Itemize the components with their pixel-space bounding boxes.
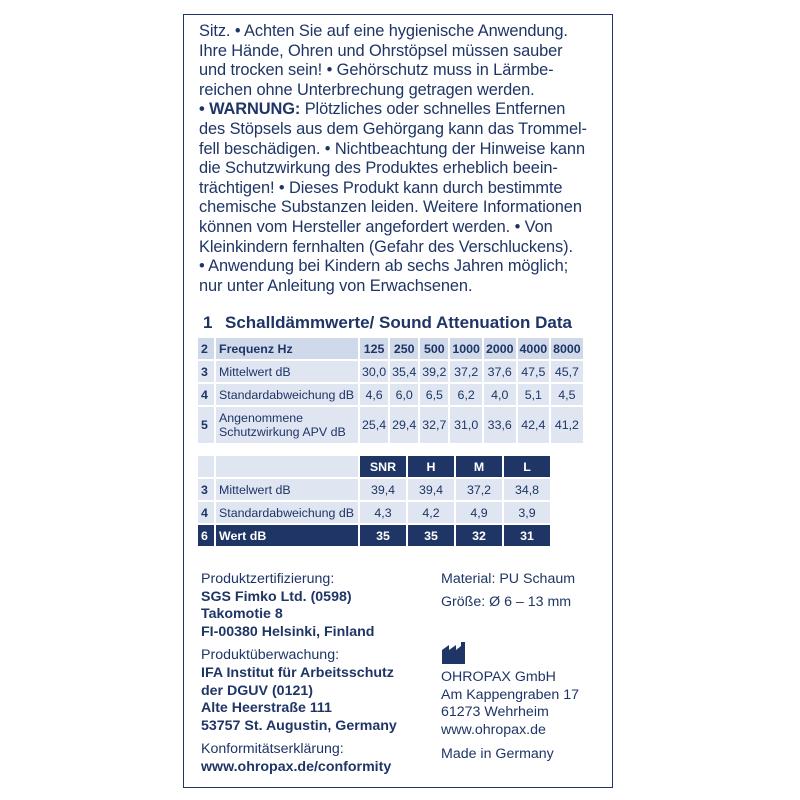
table-header-cell: H (408, 456, 454, 477)
table-cell: 8000 (551, 338, 583, 359)
frequency-table (196, 336, 585, 445)
row-label: Mittelwert dB (216, 479, 358, 500)
table-cell: 31 (504, 525, 550, 546)
table-cell: 250 (390, 338, 418, 359)
row-number: 3 (198, 361, 214, 382)
intro-line: chemische Substanzen leiden. Weitere Informationen (199, 198, 582, 217)
table-cell: 33,6 (484, 407, 516, 443)
made-in-text: Made in Germany (441, 745, 554, 762)
table-cell: 42,4 (518, 407, 550, 443)
row-label: Mittelwert dB (216, 361, 358, 382)
table-header-cell: SNR (360, 456, 406, 477)
table-cell: 1000 (450, 338, 482, 359)
table-cell: 6,0 (390, 384, 418, 405)
table-header-row (198, 338, 583, 359)
intro-line: können vom Hersteller angefordert werden. • Von (199, 217, 553, 236)
monitoring-label: Produktüberwachung: (201, 647, 340, 664)
table-cell: 4,2 (408, 502, 454, 523)
intro-line: Ihre Hände, Ohren und Ohrstöpsel müssen sauber (199, 41, 563, 60)
table-cell: 4,9 (456, 502, 502, 523)
monitoring-line: IFA Institut für Arbeitsschutz (201, 664, 394, 681)
monitoring-line: der DGUV (0121) (201, 682, 313, 699)
table-cell: 35,4 (390, 361, 418, 382)
table-header-cell: M (456, 456, 502, 477)
intro-line: fell beschädigen. • Nichtbeachtung der Hinweise kann (199, 139, 585, 158)
intro-line: Sitz. • Achten Sie auf eine hygienische Anwendung. (199, 22, 568, 40)
table-row (198, 407, 583, 443)
table-cell (198, 456, 214, 477)
table-cell: 35 (360, 525, 406, 546)
table-cell (216, 456, 358, 477)
intro-line: und trocken sein! • Gehörschutz muss in Lärmbe- (199, 61, 554, 80)
table-cell: 32 (456, 525, 502, 546)
row-number: 3 (198, 479, 214, 500)
table-cell: 500 (420, 338, 448, 359)
table-row (198, 361, 583, 382)
product-info (441, 571, 579, 763)
manufacturer-line: Am Kappengraben 17 (441, 686, 580, 703)
monitoring-line: Alte Heerstraße 111 (201, 700, 332, 717)
row-number: 4 (198, 384, 214, 405)
table-cell: 4,0 (484, 384, 516, 405)
table-row (198, 479, 550, 500)
intro-line: reichen ohne Unterbrechung getragen werden. (199, 80, 535, 99)
intro-line: nur unter Anleitung von Erwachsenen. (199, 276, 473, 295)
title-number: 1 (203, 313, 213, 332)
manufacturer-line: 61273 Wehrheim (441, 704, 549, 721)
table-cell: 4000 (518, 338, 550, 359)
certification-line: FI-00380 Helsinki, Finland (201, 623, 375, 640)
conformity-link[interactable]: www.ohropax.de/conformity (201, 758, 392, 775)
warning-text: Plötzliches oder schnelles Entfernen (300, 100, 566, 119)
table-cell: 30,0 (360, 361, 388, 382)
row-label: Standardabweichung dB (216, 502, 358, 523)
row-number: 4 (198, 502, 214, 523)
factory-icon (441, 642, 467, 664)
row-label: Frequenz Hz (216, 338, 358, 359)
table-cell: 32,7 (420, 407, 448, 443)
table-cell: 29,4 (390, 407, 418, 443)
intro-line: Kleinkindern fernhalten (Gefahr des Verschluckens). (199, 237, 573, 256)
table-cell: 39,4 (408, 479, 454, 500)
table-cell: 47,5 (518, 361, 550, 382)
table-cell: 37,2 (456, 479, 502, 500)
row-number: 6 (198, 525, 214, 546)
table-cell: 35 (408, 525, 454, 546)
certification-line: Takomotie 8 (201, 606, 283, 623)
row-label: Standardabweichung dB (216, 384, 358, 405)
manufacturer-line: OHROPAX GmbH (441, 669, 556, 686)
certification-line: SGS Fimko Ltd. (0598) (201, 588, 352, 605)
table-row (198, 525, 550, 546)
warning-label: • WARNUNG: (199, 100, 301, 119)
material-text: Material: PU Schaum (441, 571, 576, 587)
warning-line (199, 100, 609, 120)
table-cell: 39,2 (420, 361, 448, 382)
attenuation-title (203, 313, 572, 333)
table-row (198, 502, 550, 523)
row-number: 5 (198, 407, 214, 443)
table-cell: 125 (360, 338, 388, 359)
instructions-text (199, 22, 609, 296)
table-cell: 37,2 (450, 361, 482, 382)
row-label-line: Schutzwirkung APV dB (219, 425, 346, 439)
table-cell: 39,4 (360, 479, 406, 500)
title-text: Schalldämmwerte/ Sound Attenuation Data (225, 313, 572, 332)
row-number: 2 (198, 338, 214, 359)
table-cell: 6,2 (450, 384, 482, 405)
table-cell: 4,6 (360, 384, 388, 405)
certification-label: Produktzertifizierung: (201, 571, 335, 587)
table-header-row (198, 456, 550, 477)
row-label-line: Angenommene (219, 411, 304, 425)
intro-line: des Stöpsels aus dem Gehörgang kann das Trommel- (199, 119, 587, 138)
table-row (198, 384, 583, 405)
table-cell: 5,1 (518, 384, 550, 405)
manufacturer-website[interactable]: www.ohropax.de (441, 721, 546, 738)
table-cell: 25,4 (360, 407, 388, 443)
snr-table (196, 454, 552, 548)
row-label (216, 407, 358, 443)
table-cell: 34,8 (504, 479, 550, 500)
certification-info (201, 571, 397, 777)
table-cell: 31,0 (450, 407, 482, 443)
intro-line: • Anwendung bei Kindern ab sechs Jahren möglich; (199, 257, 569, 276)
table-header-cell: L (504, 456, 550, 477)
table-cell: 6,5 (420, 384, 448, 405)
table-cell: 45,7 (551, 361, 583, 382)
table-cell: 4,5 (551, 384, 583, 405)
intro-line: die Schutzwirkung des Produktes erheblich beein- (199, 159, 558, 178)
intro-line: trächtigen! • Dieses Produkt kann durch bestimmte (199, 178, 563, 197)
row-label: Wert dB (216, 525, 358, 546)
monitoring-line: 53757 St. Augustin, Germany (201, 717, 397, 734)
conformity-label: Konformitätserklärung: (201, 741, 344, 758)
size-text: Größe: Ø 6 – 13 mm (441, 593, 572, 610)
table-cell: 3,9 (504, 502, 550, 523)
table-cell: 37,6 (484, 361, 516, 382)
table-cell: 2000 (484, 338, 516, 359)
table-cell: 41,2 (551, 407, 583, 443)
table-cell: 4,3 (360, 502, 406, 523)
